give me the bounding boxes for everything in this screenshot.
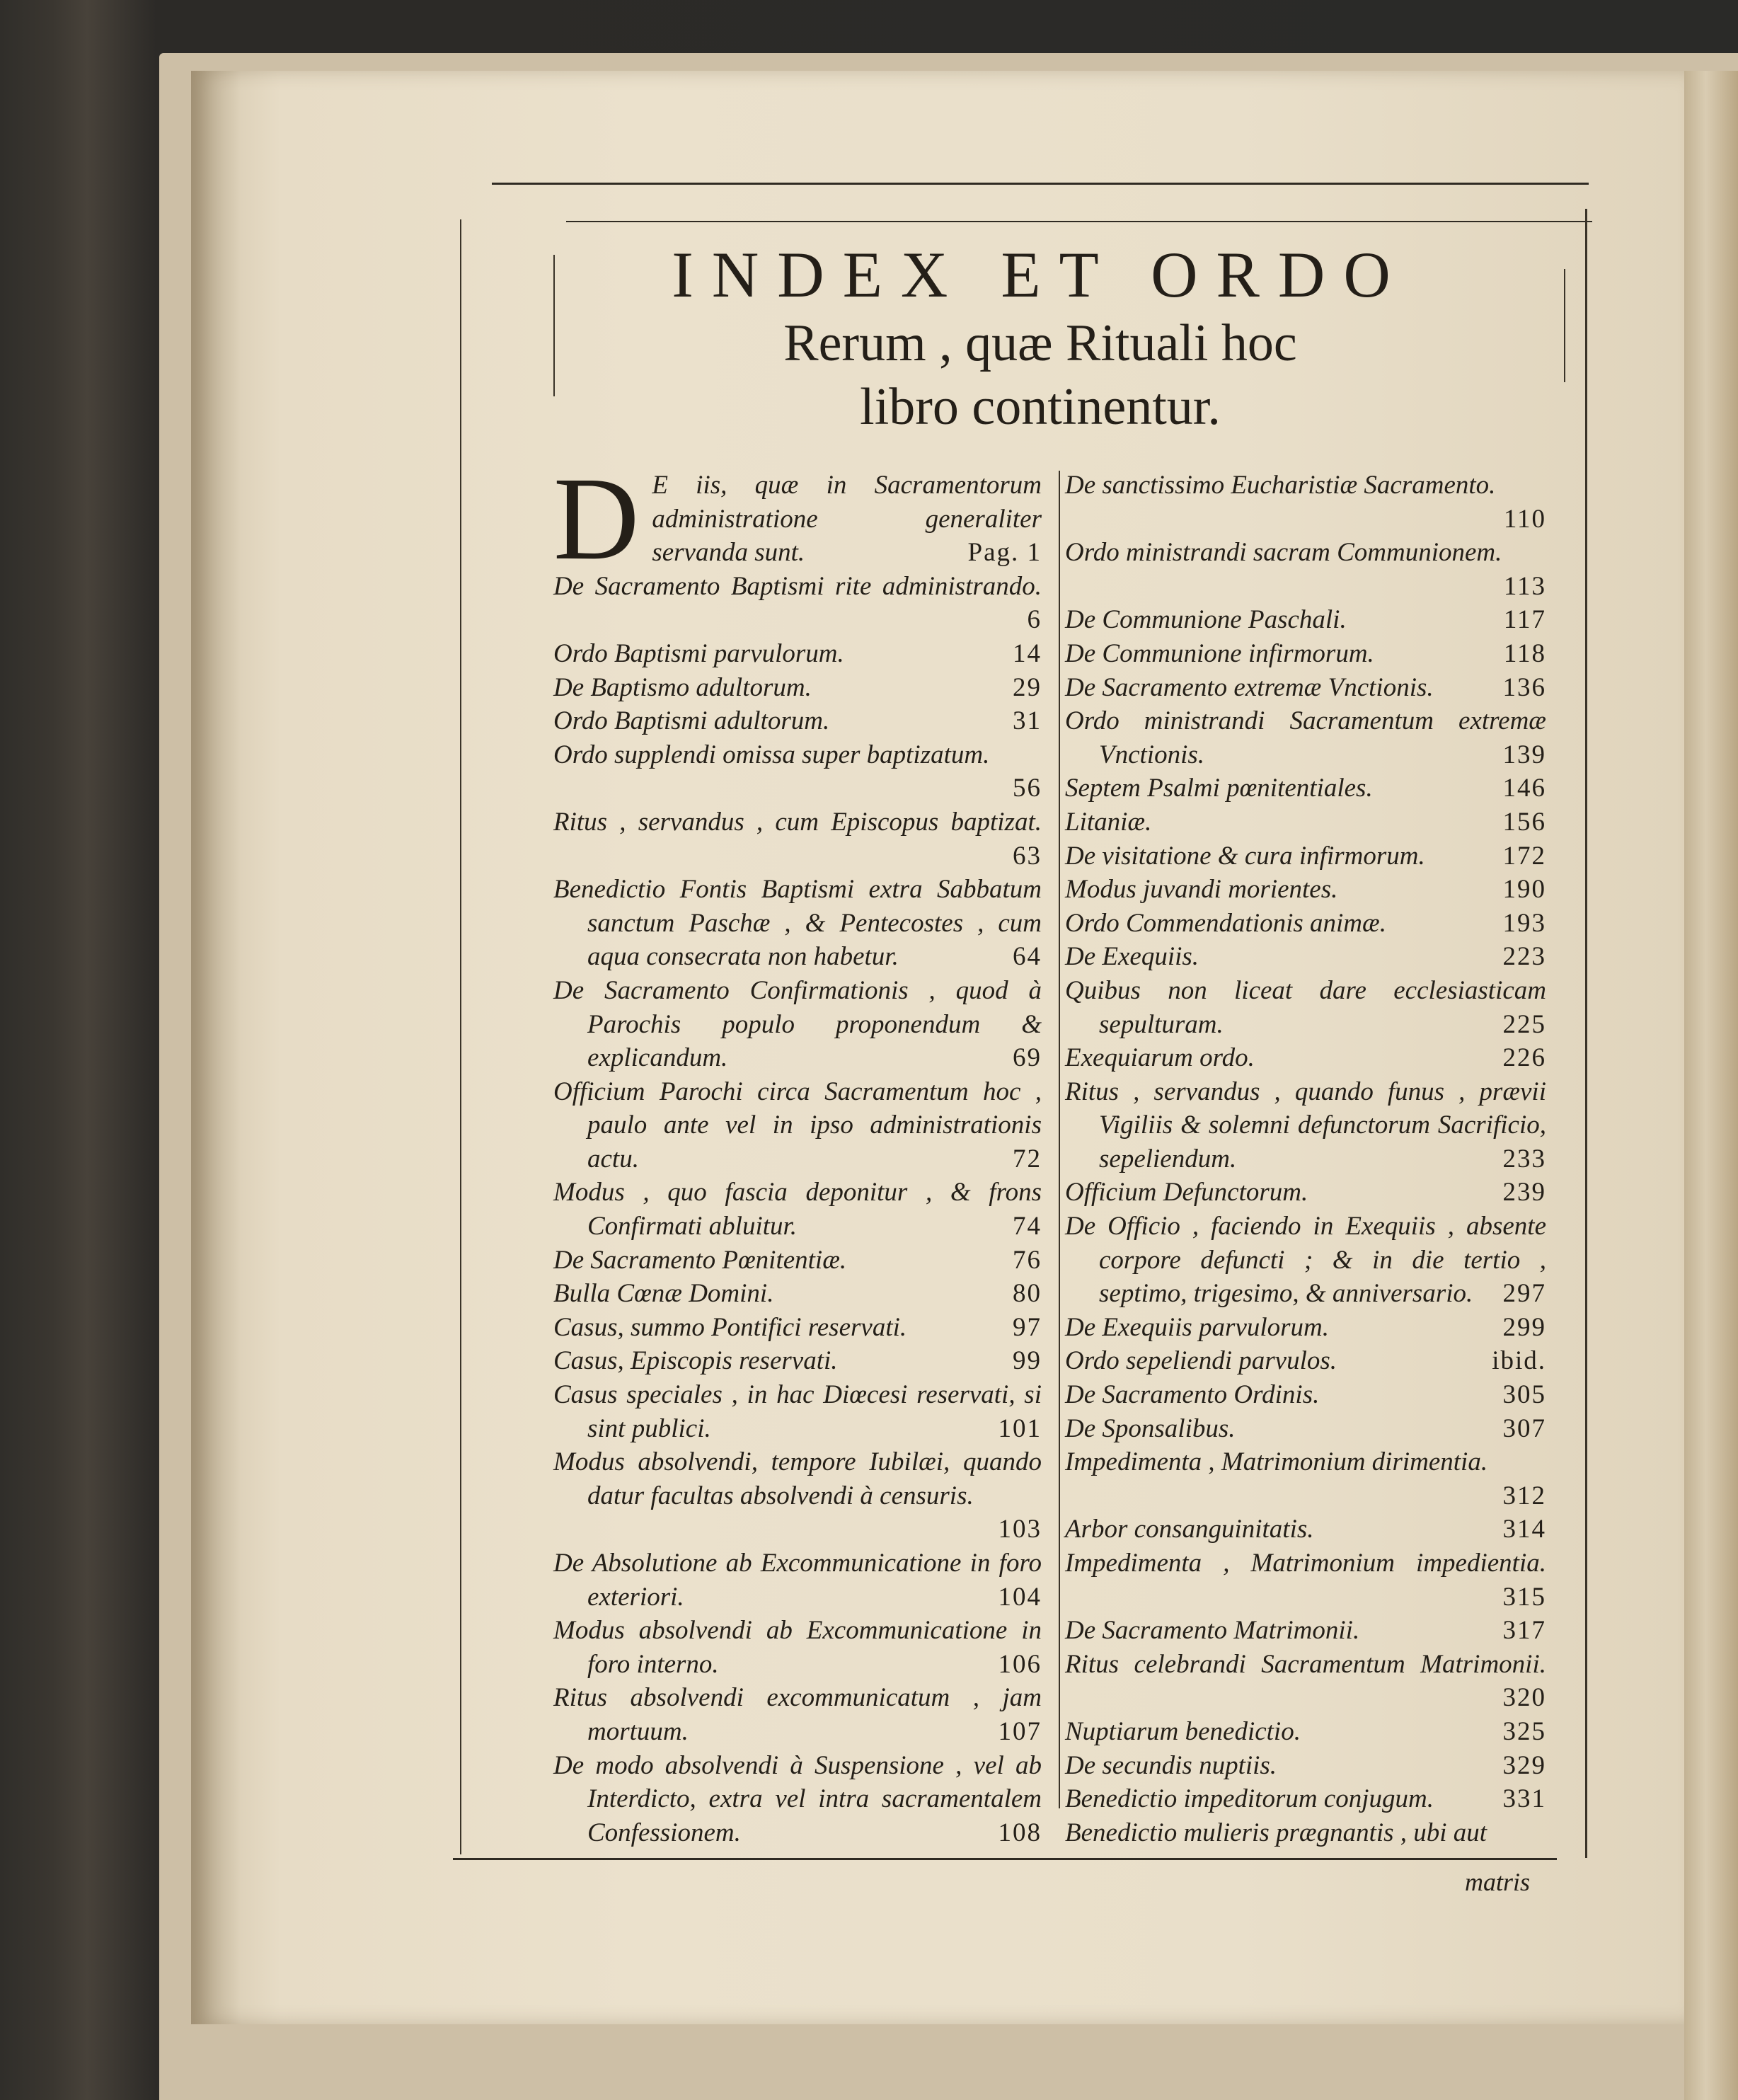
index-entry-title: Arbor consanguinitatis.: [1065, 1515, 1314, 1544]
index-entry-page: 72: [1013, 1144, 1042, 1174]
index-entry-page: 108: [998, 1818, 1042, 1847]
index-entry-title: Benedictio Fontis Baptismi extra Sabbatum sanctum Paschæ , & Pentecostes , cum aqua consecrata non habetur.: [553, 875, 1042, 972]
index-entry-page: 317: [1502, 1616, 1546, 1646]
index-entry-title: De Sacramento extremæ Vnctionis.: [1065, 672, 1434, 702]
index-entry-page: 118: [1503, 638, 1546, 668]
index-entry-title: Ordo sepeliendi parvulos.: [1065, 1346, 1337, 1376]
index-entry-title: Ordo ministrandi sacram Communionem.: [1065, 538, 1502, 568]
drop-cap: D: [553, 453, 640, 585]
column-divider: [1059, 471, 1060, 1808]
index-entry-title: De Officio , faciendo in Exequiis , absente corpore defuncti ; & in die tertio , septimo, trigesimo, & anniversario.: [1065, 1212, 1546, 1309]
index-entry-title: De sanctissimo Eucharistiæ Sacramento.: [1065, 471, 1496, 500]
index-entry-title: Impedimenta , Matrimonium dirimentia.: [1065, 1447, 1488, 1477]
page-title: INDEX ET ORDO: [672, 239, 1409, 311]
index-entry-title: De secundis nuptiis.: [1065, 1750, 1277, 1780]
index-entry: [1065, 637, 1546, 671]
catchword: matris: [1465, 1868, 1531, 1896]
index-entry: [1065, 1816, 1546, 1850]
index-entry-title: De visitatione & cura infirmorum.: [1065, 841, 1425, 871]
index-entry-page: ibid.: [1492, 1346, 1546, 1376]
index-entry-page: 56: [1013, 774, 1042, 803]
index-entry-page: 76: [1013, 1245, 1042, 1275]
index-entry-page: 307: [1502, 1413, 1546, 1443]
index-entry-page: 110: [1503, 504, 1546, 534]
index-entry-page: 226: [1502, 1043, 1546, 1073]
index-entry-page: 104: [998, 1582, 1042, 1612]
index-entry: [553, 1244, 1042, 1278]
index-entry-title: De Absolutione ab Excommunicatione in foro exteriori.: [553, 1549, 1042, 1612]
index-entry-title: Ordo Commendationis animæ.: [1065, 908, 1386, 938]
index-entry: [1065, 671, 1546, 705]
index-entry: [553, 1614, 1042, 1681]
index-entry: [1065, 469, 1546, 536]
index-entry-title: Officium Defunctorum.: [1065, 1178, 1308, 1207]
index-entry: [1065, 1378, 1546, 1412]
index-entry: [1065, 603, 1546, 637]
index-entry-page: 113: [1503, 571, 1546, 601]
index-entry-page: 314: [1502, 1515, 1546, 1544]
index-entry-title: Ordo Baptismi parvulorum.: [553, 638, 844, 668]
index-entry: [553, 1378, 1042, 1445]
index-entry: [553, 1547, 1042, 1614]
index-entry-title: Bulla Cœnæ Domini.: [553, 1279, 774, 1309]
index-entry-page: 64: [1013, 942, 1042, 972]
index-entry-page: 139: [1502, 740, 1546, 769]
index-entry-title: Modus juvandi morientes.: [1065, 875, 1338, 905]
index-entry: [1065, 1749, 1546, 1783]
index-entry-title: De Sacramento Pœnitentiæ.: [553, 1245, 847, 1275]
index-entry: [553, 974, 1042, 1075]
page-subtitle: [566, 311, 1514, 439]
index-entry-page: 299: [1502, 1312, 1546, 1342]
index-entry: [553, 805, 1042, 873]
index-entry-page: 193: [1502, 908, 1546, 938]
index-entry-title: E iis, quæ in Sacramentorum administratione generaliter servanda sunt.: [652, 471, 1042, 568]
index-entry: [553, 453, 1042, 585]
index-entry-title: Casus, summo Pontifici reservati.: [553, 1312, 907, 1342]
index-entry-page: 6: [1027, 605, 1042, 635]
index-entry: [1065, 1782, 1546, 1816]
index-entry-title: De Exequiis.: [1065, 942, 1199, 972]
index-entry-title: Quibus non liceat dare ecclesiasticam sepulturam.: [1065, 975, 1546, 1039]
index-entry-page: 106: [998, 1649, 1042, 1679]
index-entry-title: De Communione Paschali.: [1065, 605, 1347, 635]
index-entry-title: Benedictio mulieris prægnantis , ubi aut: [1065, 1818, 1487, 1847]
frame-right-line: [1585, 209, 1587, 1858]
index-entry-title: De Sacramento Confirmationis , quod à Parochis populo proponendum & explicandum.: [553, 975, 1042, 1073]
index-entry-page: 80: [1013, 1279, 1042, 1309]
index-entry: [1065, 907, 1546, 941]
index-entry-page: 117: [1503, 605, 1546, 635]
index-entry: [1065, 704, 1546, 771]
index-entry: [1065, 1075, 1546, 1176]
index-entry-page: Pag. 1: [967, 538, 1042, 568]
index-entry-page: 14: [1013, 638, 1042, 668]
index-entry-page: 239: [1502, 1178, 1546, 1207]
index-entry: [1065, 536, 1546, 603]
page-gutter-shadow: [191, 71, 241, 2024]
index-column-right: [1065, 469, 1546, 1849]
index-entry-title: De Communione infirmorum.: [1065, 638, 1374, 668]
index-entry: [1065, 1513, 1546, 1547]
index-entry-title: Modus , quo fascia deponitur , & frons Confirmati abluitur.: [553, 1178, 1042, 1241]
index-entry-page: 69: [1013, 1043, 1042, 1073]
index-entry: [1065, 1715, 1546, 1749]
index-entry-title: Casus speciales , in hac Diœcesi reservati, si sint publici.: [553, 1380, 1042, 1443]
index-entry-title: Impedimenta , Matrimonium impedientia.: [1065, 1549, 1546, 1578]
index-entry: [1065, 873, 1546, 907]
index-entry-title: De Sacramento Baptismi rite administrando.: [553, 571, 1042, 601]
index-entry: [1065, 1210, 1546, 1311]
index-entry-page: 329: [1502, 1750, 1546, 1780]
index-entry-page: 99: [1013, 1346, 1042, 1376]
index-entry-page: 312: [1502, 1481, 1546, 1510]
title-frame-left-line: [553, 255, 555, 396]
index-entry-page: 107: [998, 1716, 1042, 1746]
index-entry-page: 146: [1502, 774, 1546, 803]
index-entry-page: 172: [1502, 841, 1546, 871]
index-entry-page: 325: [1502, 1716, 1546, 1746]
index-entry-page: 103: [998, 1515, 1042, 1544]
frame-left-line: [460, 219, 461, 1854]
index-entry-title: Ordo Baptismi adultorum.: [553, 706, 830, 736]
index-entry-page: 320: [1502, 1683, 1546, 1713]
index-entry-title: De Sponsalibus.: [1065, 1413, 1236, 1443]
index-entry: [1065, 940, 1546, 974]
index-entry: [1065, 1311, 1546, 1345]
index-entry: [1065, 839, 1546, 873]
index-entry-page: 315: [1502, 1582, 1546, 1612]
index-entry-title: Exequiarum ordo.: [1065, 1043, 1255, 1073]
index-entry-title: Benedictio impeditorum conjugum.: [1065, 1784, 1434, 1814]
subtitle-line-2: libro continentur.: [860, 378, 1221, 436]
index-entry: [553, 637, 1042, 671]
index-entry-title: De Sacramento Ordinis.: [1065, 1380, 1320, 1410]
index-column-left: [553, 453, 1042, 1849]
index-entry-title: Ritus , servandus , cum Episcopus baptizat.: [553, 807, 1042, 837]
index-entry-page: 225: [1502, 1009, 1546, 1039]
index-entry: [553, 1176, 1042, 1243]
index-entry: [1065, 1648, 1546, 1715]
index-entry: [553, 738, 1042, 805]
index-entry-title: De Baptismo adultorum.: [553, 672, 812, 702]
index-entry: [1065, 1176, 1546, 1210]
index-entry-page: 331: [1502, 1784, 1546, 1814]
index-entry: [1065, 1614, 1546, 1648]
index-entry-title: Ritus absolvendi excommunicatum , jam mortuum.: [553, 1683, 1042, 1746]
index-entry: [553, 1445, 1042, 1547]
index-entry-page: 97: [1013, 1312, 1042, 1342]
index-entry: [553, 1681, 1042, 1748]
index-entry: [1065, 1412, 1546, 1446]
index-entry-title: De modo absolvendi à Suspensione , vel ab Interdicto, extra vel intra sacramentalem Confessionem.: [553, 1750, 1042, 1847]
index-entry-page: 305: [1502, 1380, 1546, 1410]
index-entry-page: 190: [1502, 875, 1546, 905]
index-entry: [1065, 1547, 1546, 1614]
next-page-edge: [1684, 71, 1738, 2100]
index-entry-page: 31: [1013, 706, 1042, 736]
index-entry-title: Septem Psalmi pœnitentiales.: [1065, 774, 1373, 803]
index-entry: [553, 1749, 1042, 1850]
index-entry-page: 101: [998, 1413, 1042, 1443]
index-entry: [1065, 1445, 1546, 1513]
top-rule: [492, 183, 1589, 185]
index-entry-title: Modus absolvendi ab Excommunicatione in foro interno.: [553, 1616, 1042, 1679]
index-entry-page: 63: [1013, 841, 1042, 871]
index-entry: [553, 1277, 1042, 1311]
index-entry-page: 29: [1013, 672, 1042, 702]
index-entry: [553, 1075, 1042, 1176]
index-entry-title: De Exequiis parvulorum.: [1065, 1312, 1330, 1342]
index-entry-page: 74: [1013, 1212, 1042, 1241]
index-entry: [553, 1344, 1042, 1378]
index-entry-title: Officium Parochi circa Sacramentum hoc , paulo ante vel in ipso administrationis actu.: [553, 1077, 1042, 1174]
index-entry-title: Ritus celebrandi Sacramentum Matrimonii.: [1065, 1649, 1546, 1679]
index-entry-title: Ritus , servandus , quando funus , prævii Vigiliis & solemni defunctorum Sacrificio, sepeliendum.: [1065, 1077, 1546, 1174]
index-entry: [553, 873, 1042, 974]
index-entry-title: Ordo supplendi omissa super baptizatum.: [553, 740, 990, 769]
index-entry-page: 136: [1502, 672, 1546, 702]
index-entry-title: Modus absolvendi, tempore Iubilæi, quando datur facultas absolvendi à censuris.: [553, 1447, 1042, 1510]
index-entry: [553, 570, 1042, 637]
index-entry: [1065, 1041, 1546, 1075]
subtitle-line-1: Rerum , quæ Rituali hoc: [783, 314, 1297, 372]
index-entry-title: Nuptiarum benedictio.: [1065, 1716, 1301, 1746]
index-entry-page: 156: [1502, 807, 1546, 837]
title-frame-right-line: [1564, 269, 1565, 382]
index-entry: [1065, 974, 1546, 1041]
index-entry-title: Casus, Episcopis reservati.: [553, 1346, 838, 1376]
index-entry: [1065, 1344, 1546, 1378]
index-entry: [553, 671, 1042, 705]
index-entry-page: 233: [1502, 1144, 1546, 1174]
index-entry: [553, 704, 1042, 738]
bottom-rule: [453, 1858, 1557, 1860]
index-entry-title: Ordo ministrandi Sacramentum extremæ Vnctionis.: [1065, 706, 1546, 769]
index-entry: [553, 1311, 1042, 1345]
top-rule-inner: [566, 221, 1592, 222]
index-entry-page: 223: [1502, 942, 1546, 972]
index-entry: [1065, 805, 1546, 839]
index-entry-page: 297: [1502, 1279, 1546, 1309]
index-entry-title: Litaniæ.: [1065, 807, 1152, 837]
index-entry-title: De Sacramento Matrimonii.: [1065, 1616, 1360, 1646]
index-entry: [1065, 771, 1546, 805]
